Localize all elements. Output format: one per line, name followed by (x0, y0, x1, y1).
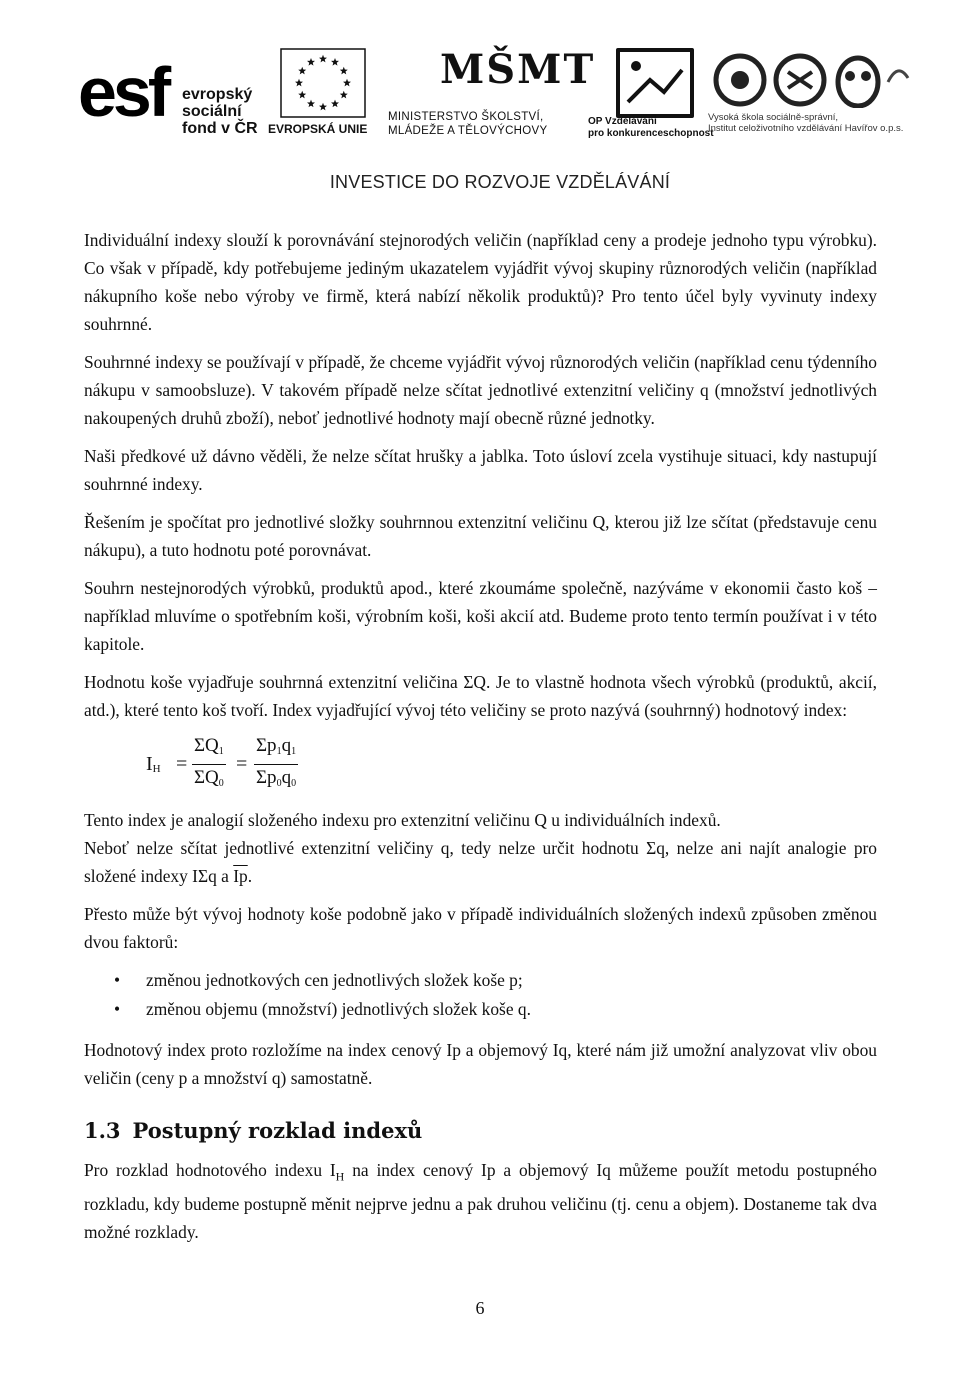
vs-line-1: Vysoká škola sociálně-správní, (708, 112, 839, 123)
esf-logo (78, 52, 262, 144)
eq-fraction-1 (192, 734, 226, 797)
eq-f2-numerator: $\Sigma p_1q_1$ (256, 735, 297, 757)
paragraph-4: Řešením je spočítat pro jednotlivé složky souhrnnou extenzitní veličinu Q, kterou již lze sčítat (představuje cenu nákupu), a tuto hodnotu poté porovnávat. (84, 512, 877, 560)
paragraph-1: Individuální indexy slouží k porovnávání stejnorodých veličin (například ceny a prodeje jednoho typu výrobku). Co však v případě, kdy potřebujeme jediným ukazatelem vyjádřit vývoj skupiny různorodých veličin (například nákupního koše nebo výroby ve firmě, která nabízí několik produktů)? Pro tento účel byly vyvinuty indexy souhrnné. (84, 230, 877, 334)
esf-mark: esf (78, 53, 168, 131)
eu-star-icon (298, 91, 306, 99)
eq-lhs: $I_H$ (146, 753, 161, 775)
paragraph-3: Naši předkové už dávno věděli, že nelze sčítat hrušky a jablka. Toto úsloví zcela vystihuje situaci, kdy nastupují souhrnné indexy. (84, 446, 877, 494)
eu-star-icon (331, 58, 339, 66)
msmt-label (388, 110, 547, 138)
investice-text: INVESTICE DO ROZVOJE VZDĚLÁVÁNÍ (329, 172, 671, 192)
page-number: 6 (475, 1298, 485, 1318)
paragraph-6: Hodnotu koše vyjadřuje souhrnná extenzitní veličina ΣQ. Je to vlastně hodnota všech výrobků (produktů, akcií, atd.), které tento koš tvoří. Index vyjadřující vývoj této veličiny se proto nazývá (souhrnný) hodnotový index: (84, 672, 877, 720)
paragraph-8: Neboť nelze sčítat jednotlivé extenzitní veličiny q, tedy nelze určit hodnotu Σq, nelze ani najít analogie pro složené indexy IΣq a $\overline{Ip}$. (84, 838, 877, 886)
eq-f2-denominator: $\Sigma p_0q_0$ (254, 764, 298, 797)
eu-star-icon (307, 58, 315, 66)
section-heading (84, 1116, 877, 1146)
eq-f1-denominator: $\Sigma Q_0$ (192, 764, 226, 797)
paragraph-11: Pro rozklad hodnotového indexu $I_H$ na index cenový Ip a objemový Iq můžeme použít metodu postupného rozkladu, kdy budeme postupně měnit nejprve jednu a pak druhou veličinu (tj. cenu a objem). Dostaneme tak dva možné rozklady. (84, 1160, 877, 1243)
eu-star-icon (340, 91, 348, 99)
equation-value-index (84, 734, 877, 794)
msmt-line-1: MINISTERSTVO ŠKOLSTVÍ, (388, 111, 544, 123)
paragraph-5: Souhrn nestejnorodých výrobků, produktů apod., které zkoumáme společně, nazýváme v ekonomii často koš – například mluvíme o spotřebním koši, výrobním koši, koši akcií atd. Budeme proto tento termín používat i v této kapitole. (84, 578, 877, 654)
op-line-1: OP Vzdělávání (588, 116, 657, 127)
eq-f1-numerator: $\Sigma Q_1$ (194, 735, 224, 757)
esf-line-2: sociální (182, 103, 242, 120)
op-label (588, 116, 714, 140)
eu-label: EVROPSKÁ UNIE (268, 122, 368, 136)
list-item: • změnou objemu (množství) jednotlivých složek koše q. (84, 995, 877, 1024)
header-logos (78, 44, 918, 144)
paragraph-7: Tento index je analogií složeného indexu pro extenzitní veličinu Q u individuálních indexů. (84, 810, 721, 830)
paragraph-9: Přesto může být vývoj hodnoty koše podobně jako v případě individuálních složených indexů způsoben změnou dvou faktorů: (84, 904, 877, 952)
eu-star-icon (307, 100, 315, 108)
op-logo (582, 48, 714, 144)
eq-equals-1: = (176, 753, 188, 775)
eu-star-icon (295, 79, 303, 87)
op-line-2: pro konkurenceschopnost (588, 128, 714, 139)
esf-line-1: evropský (182, 86, 253, 103)
eu-star-icon (298, 67, 306, 75)
paragraph-2: Souhrnné indexy se používají v případě, že chceme vyjádřit vývoj různorodých veličin (například cenu týdenního nákupu v samoobsluze). V takovém případě nelze sčítat jednotlivé extenzitní veličiny q (množství jednotlivých nakoupených druhů zboží), neboť jednotlivé hodnoty mají obecně různé jednotky. (84, 352, 877, 428)
op-mark-icon (616, 48, 694, 118)
section-number: 1.3 (84, 1118, 121, 1143)
section-title: Postupný rozklad indexů (132, 1118, 423, 1143)
msmt-line-2: MLÁDEŽE A TĚLOVÝCHOVY (388, 125, 548, 137)
eq-equals-2: = (236, 753, 248, 775)
bullet-list (84, 966, 877, 1024)
list-item: • změnou jednotkových cen jednotlivých složek koše p; (84, 966, 877, 995)
ip-overline: $\overline{Ip}$ (233, 866, 248, 886)
owl-emblem-icon (712, 52, 912, 108)
eu-star-icon (319, 103, 327, 111)
main-content (84, 226, 877, 1256)
msmt-mark: MŠMT (440, 46, 596, 93)
eu-star-icon (340, 67, 348, 75)
vs-label (708, 112, 903, 134)
esf-text (182, 86, 258, 137)
msmt-logo (388, 46, 596, 144)
eu-star-icon (331, 100, 339, 108)
vs-line-2: Institut celoživotního vzdělávání Havířov o.p.s. (708, 123, 904, 134)
vs-logo (706, 52, 918, 144)
eu-star-icon (319, 55, 327, 63)
esf-line-3: fond v ČR (182, 120, 258, 137)
paragraph-10: Hodnotový index proto rozložíme na index cenový Ip a objemový Iq, které nám již umožní analyzovat vliv obou veličin (ceny p a množství q) samostatně. (84, 1040, 877, 1088)
eu-logo (268, 44, 378, 144)
eu-star-icon (343, 79, 351, 87)
investice-banner (0, 172, 960, 193)
eq-fraction-2 (254, 734, 298, 797)
eu-stars-icon (280, 48, 366, 118)
